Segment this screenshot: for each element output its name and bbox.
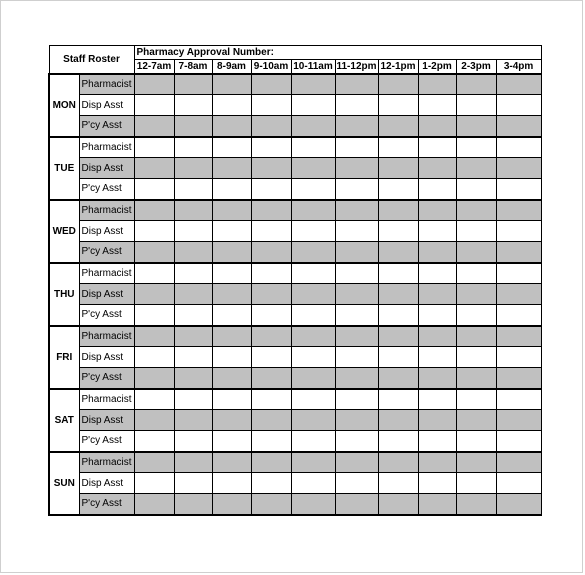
shift-cell[interactable] bbox=[291, 263, 335, 284]
shift-cell[interactable] bbox=[251, 221, 291, 242]
shift-cell[interactable] bbox=[496, 305, 541, 326]
shift-cell[interactable] bbox=[174, 74, 212, 95]
role-label: Pharmacist bbox=[79, 263, 134, 284]
shift-cell[interactable] bbox=[378, 116, 418, 137]
shift-cell[interactable] bbox=[378, 473, 418, 494]
shift-cell[interactable] bbox=[212, 95, 251, 116]
shift-cell[interactable] bbox=[378, 221, 418, 242]
day-label: WED bbox=[49, 200, 79, 263]
roster-row bbox=[49, 221, 541, 242]
shift-cell[interactable] bbox=[134, 452, 174, 473]
shift-cell[interactable] bbox=[291, 431, 335, 452]
role-label: P'cy Asst bbox=[79, 368, 134, 389]
shift-cell[interactable] bbox=[335, 221, 378, 242]
shift-cell[interactable] bbox=[496, 263, 541, 284]
role-label: Disp Asst bbox=[79, 284, 134, 305]
shift-cell[interactable] bbox=[496, 410, 541, 431]
shift-cell[interactable] bbox=[496, 200, 541, 221]
shift-cell[interactable] bbox=[291, 410, 335, 431]
shift-cell[interactable] bbox=[174, 200, 212, 221]
day-label: THU bbox=[49, 263, 79, 326]
hour-header: 1-2pm bbox=[418, 60, 456, 74]
shift-cell[interactable] bbox=[174, 179, 212, 200]
shift-cell[interactable] bbox=[291, 221, 335, 242]
roster-row bbox=[49, 284, 541, 305]
shift-cell[interactable] bbox=[335, 452, 378, 473]
shift-cell[interactable] bbox=[496, 179, 541, 200]
shift-cell[interactable] bbox=[335, 137, 378, 158]
shift-cell[interactable] bbox=[418, 410, 456, 431]
shift-cell[interactable] bbox=[251, 74, 291, 95]
shift-cell[interactable] bbox=[174, 452, 212, 473]
shift-cell[interactable] bbox=[134, 305, 174, 326]
shift-cell[interactable] bbox=[335, 200, 378, 221]
role-label: Disp Asst bbox=[79, 410, 134, 431]
roster-row bbox=[49, 116, 541, 137]
shift-cell[interactable] bbox=[212, 284, 251, 305]
shift-cell[interactable] bbox=[174, 242, 212, 263]
day-label: SAT bbox=[49, 389, 79, 452]
roster-title: Staff Roster bbox=[49, 46, 134, 74]
roster-row bbox=[49, 410, 541, 431]
role-label: Pharmacist bbox=[79, 74, 134, 95]
shift-cell[interactable] bbox=[335, 263, 378, 284]
shift-cell[interactable] bbox=[134, 74, 174, 95]
staff-roster-table bbox=[48, 45, 542, 516]
shift-cell[interactable] bbox=[212, 116, 251, 137]
shift-cell[interactable] bbox=[456, 305, 496, 326]
shift-cell[interactable] bbox=[291, 368, 335, 389]
role-label: Pharmacist bbox=[79, 389, 134, 410]
shift-cell[interactable] bbox=[496, 95, 541, 116]
shift-cell[interactable] bbox=[456, 242, 496, 263]
shift-cell[interactable] bbox=[335, 158, 378, 179]
shift-cell[interactable] bbox=[418, 284, 456, 305]
shift-cell[interactable] bbox=[251, 263, 291, 284]
shift-cell[interactable] bbox=[291, 452, 335, 473]
shift-cell[interactable] bbox=[335, 95, 378, 116]
shift-cell[interactable] bbox=[496, 137, 541, 158]
shift-cell[interactable] bbox=[251, 431, 291, 452]
shift-cell[interactable] bbox=[335, 347, 378, 368]
shift-cell[interactable] bbox=[378, 200, 418, 221]
roster-row bbox=[49, 347, 541, 368]
shift-cell[interactable] bbox=[418, 116, 456, 137]
shift-cell[interactable] bbox=[251, 179, 291, 200]
shift-cell[interactable] bbox=[291, 158, 335, 179]
shift-cell[interactable] bbox=[378, 158, 418, 179]
hour-header: 9-10am bbox=[251, 60, 291, 74]
shift-cell[interactable] bbox=[251, 95, 291, 116]
shift-cell[interactable] bbox=[335, 473, 378, 494]
hour-header: 7-8am bbox=[174, 60, 212, 74]
shift-cell[interactable] bbox=[134, 200, 174, 221]
hour-header: 8-9am bbox=[212, 60, 251, 74]
shift-cell[interactable] bbox=[251, 158, 291, 179]
shift-cell[interactable] bbox=[496, 158, 541, 179]
shift-cell[interactable] bbox=[174, 326, 212, 347]
roster-row bbox=[49, 305, 541, 326]
shift-cell[interactable] bbox=[496, 326, 541, 347]
shift-cell[interactable] bbox=[251, 326, 291, 347]
shift-cell[interactable] bbox=[456, 263, 496, 284]
shift-cell[interactable] bbox=[174, 347, 212, 368]
role-label: Disp Asst bbox=[79, 473, 134, 494]
shift-cell[interactable] bbox=[134, 284, 174, 305]
roster-row bbox=[49, 74, 541, 95]
roster-row bbox=[49, 431, 541, 452]
shift-cell[interactable] bbox=[496, 347, 541, 368]
shift-cell[interactable] bbox=[134, 410, 174, 431]
shift-cell[interactable] bbox=[134, 179, 174, 200]
approval-number-label: Pharmacy Approval Number: bbox=[134, 46, 541, 60]
shift-cell[interactable] bbox=[335, 368, 378, 389]
shift-cell[interactable] bbox=[134, 158, 174, 179]
shift-cell[interactable] bbox=[456, 116, 496, 137]
shift-cell[interactable] bbox=[335, 305, 378, 326]
shift-cell[interactable] bbox=[251, 305, 291, 326]
shift-cell[interactable] bbox=[496, 431, 541, 452]
shift-cell[interactable] bbox=[251, 242, 291, 263]
shift-cell[interactable] bbox=[251, 137, 291, 158]
shift-cell[interactable] bbox=[456, 473, 496, 494]
role-label: P'cy Asst bbox=[79, 305, 134, 326]
hour-header: 2-3pm bbox=[456, 60, 496, 74]
shift-cell[interactable] bbox=[291, 389, 335, 410]
roster-row bbox=[49, 158, 541, 179]
shift-cell[interactable] bbox=[174, 137, 212, 158]
shift-cell[interactable] bbox=[378, 431, 418, 452]
roster-row bbox=[49, 242, 541, 263]
shift-cell[interactable] bbox=[418, 494, 456, 515]
shift-cell[interactable] bbox=[418, 347, 456, 368]
shift-cell[interactable] bbox=[134, 263, 174, 284]
shift-cell[interactable] bbox=[212, 158, 251, 179]
shift-cell[interactable] bbox=[418, 74, 456, 95]
shift-cell[interactable] bbox=[291, 116, 335, 137]
shift-cell[interactable] bbox=[456, 74, 496, 95]
shift-cell[interactable] bbox=[251, 368, 291, 389]
shift-cell[interactable] bbox=[418, 326, 456, 347]
shift-cell[interactable] bbox=[134, 326, 174, 347]
shift-cell[interactable] bbox=[212, 221, 251, 242]
shift-cell[interactable] bbox=[496, 74, 541, 95]
shift-cell[interactable] bbox=[418, 305, 456, 326]
shift-cell[interactable] bbox=[456, 137, 496, 158]
shift-cell[interactable] bbox=[251, 410, 291, 431]
shift-cell[interactable] bbox=[291, 473, 335, 494]
role-label: P'cy Asst bbox=[79, 431, 134, 452]
shift-cell[interactable] bbox=[291, 305, 335, 326]
shift-cell[interactable] bbox=[378, 494, 418, 515]
roster-row bbox=[49, 452, 541, 473]
shift-cell[interactable] bbox=[378, 137, 418, 158]
shift-cell[interactable] bbox=[291, 326, 335, 347]
shift-cell[interactable] bbox=[174, 284, 212, 305]
shift-cell[interactable] bbox=[212, 368, 251, 389]
shift-cell[interactable] bbox=[291, 347, 335, 368]
shift-cell[interactable] bbox=[456, 431, 496, 452]
role-label: Disp Asst bbox=[79, 347, 134, 368]
shift-cell[interactable] bbox=[251, 494, 291, 515]
shift-cell[interactable] bbox=[174, 389, 212, 410]
shift-cell[interactable] bbox=[251, 200, 291, 221]
shift-cell[interactable] bbox=[378, 95, 418, 116]
shift-cell[interactable] bbox=[418, 263, 456, 284]
role-label: Disp Asst bbox=[79, 221, 134, 242]
shift-cell[interactable] bbox=[291, 95, 335, 116]
shift-cell[interactable] bbox=[456, 347, 496, 368]
shift-cell[interactable] bbox=[456, 494, 496, 515]
day-label: FRI bbox=[49, 326, 79, 389]
shift-cell[interactable] bbox=[335, 116, 378, 137]
shift-cell[interactable] bbox=[174, 221, 212, 242]
shift-cell[interactable] bbox=[496, 452, 541, 473]
shift-cell[interactable] bbox=[456, 368, 496, 389]
shift-cell[interactable] bbox=[212, 242, 251, 263]
roster-row bbox=[49, 368, 541, 389]
shift-cell[interactable] bbox=[212, 200, 251, 221]
shift-cell[interactable] bbox=[134, 242, 174, 263]
shift-cell[interactable] bbox=[378, 305, 418, 326]
shift-cell[interactable] bbox=[378, 452, 418, 473]
shift-cell[interactable] bbox=[251, 116, 291, 137]
shift-cell[interactable] bbox=[456, 221, 496, 242]
roster-row bbox=[49, 494, 541, 515]
shift-cell[interactable] bbox=[456, 179, 496, 200]
shift-cell[interactable] bbox=[291, 137, 335, 158]
shift-cell[interactable] bbox=[134, 116, 174, 137]
shift-cell[interactable] bbox=[212, 305, 251, 326]
roster-row bbox=[49, 179, 541, 200]
role-label: Pharmacist bbox=[79, 200, 134, 221]
shift-cell[interactable] bbox=[212, 389, 251, 410]
shift-cell[interactable] bbox=[251, 452, 291, 473]
shift-cell[interactable] bbox=[456, 95, 496, 116]
roster-body bbox=[49, 46, 541, 515]
roster-row bbox=[49, 263, 541, 284]
shift-cell[interactable] bbox=[291, 494, 335, 515]
shift-cell[interactable] bbox=[335, 326, 378, 347]
shift-cell[interactable] bbox=[378, 368, 418, 389]
shift-cell[interactable] bbox=[134, 347, 174, 368]
shift-cell[interactable] bbox=[335, 431, 378, 452]
shift-cell[interactable] bbox=[335, 179, 378, 200]
shift-cell[interactable] bbox=[378, 179, 418, 200]
shift-cell[interactable] bbox=[418, 137, 456, 158]
shift-cell[interactable] bbox=[418, 431, 456, 452]
role-label: Disp Asst bbox=[79, 95, 134, 116]
roster-row bbox=[49, 137, 541, 158]
roster-row bbox=[49, 326, 541, 347]
shift-cell[interactable] bbox=[212, 347, 251, 368]
shift-cell[interactable] bbox=[212, 263, 251, 284]
hour-header: 12-1pm bbox=[378, 60, 418, 74]
role-label: Pharmacist bbox=[79, 137, 134, 158]
hour-header: 3-4pm bbox=[496, 60, 541, 74]
shift-cell[interactable] bbox=[174, 305, 212, 326]
shift-cell[interactable] bbox=[335, 242, 378, 263]
roster-row bbox=[49, 95, 541, 116]
day-label: SUN bbox=[49, 452, 79, 515]
header-row-approval bbox=[49, 46, 541, 60]
shift-cell[interactable] bbox=[134, 431, 174, 452]
shift-cell[interactable] bbox=[291, 179, 335, 200]
shift-cell[interactable] bbox=[134, 137, 174, 158]
shift-cell[interactable] bbox=[134, 473, 174, 494]
shift-cell[interactable] bbox=[496, 494, 541, 515]
shift-cell[interactable] bbox=[212, 74, 251, 95]
shift-cell[interactable] bbox=[456, 389, 496, 410]
shift-cell[interactable] bbox=[134, 389, 174, 410]
shift-cell[interactable] bbox=[418, 200, 456, 221]
shift-cell[interactable] bbox=[174, 410, 212, 431]
shift-cell[interactable] bbox=[378, 347, 418, 368]
role-label: Pharmacist bbox=[79, 452, 134, 473]
shift-cell[interactable] bbox=[418, 158, 456, 179]
hour-header: 11-12pm bbox=[336, 60, 377, 72]
shift-cell[interactable] bbox=[134, 494, 174, 515]
shift-cell[interactable] bbox=[174, 368, 212, 389]
shift-cell[interactable] bbox=[378, 326, 418, 347]
role-label: Pharmacist bbox=[79, 326, 134, 347]
shift-cell[interactable] bbox=[456, 200, 496, 221]
hour-header: 10-11am bbox=[291, 60, 335, 74]
shift-cell[interactable] bbox=[335, 284, 378, 305]
shift-cell[interactable] bbox=[456, 284, 496, 305]
shift-cell[interactable] bbox=[212, 452, 251, 473]
shift-cell[interactable] bbox=[335, 410, 378, 431]
shift-cell[interactable] bbox=[134, 368, 174, 389]
shift-cell[interactable] bbox=[378, 242, 418, 263]
shift-cell[interactable] bbox=[291, 242, 335, 263]
shift-cell[interactable] bbox=[456, 326, 496, 347]
shift-cell[interactable] bbox=[212, 179, 251, 200]
shift-cell[interactable] bbox=[174, 473, 212, 494]
shift-cell[interactable] bbox=[212, 137, 251, 158]
shift-cell[interactable] bbox=[496, 116, 541, 137]
shift-cell[interactable] bbox=[418, 242, 456, 263]
shift-cell[interactable] bbox=[418, 473, 456, 494]
shift-cell[interactable] bbox=[418, 179, 456, 200]
shift-cell[interactable] bbox=[335, 494, 378, 515]
shift-cell[interactable] bbox=[174, 158, 212, 179]
shift-cell[interactable] bbox=[134, 221, 174, 242]
shift-cell[interactable] bbox=[174, 95, 212, 116]
shift-cell[interactable] bbox=[378, 410, 418, 431]
shift-cell[interactable] bbox=[496, 473, 541, 494]
shift-cell[interactable] bbox=[251, 284, 291, 305]
shift-cell[interactable] bbox=[418, 368, 456, 389]
role-label: P'cy Asst bbox=[79, 494, 134, 515]
role-label: Disp Asst bbox=[79, 158, 134, 179]
shift-cell[interactable] bbox=[174, 431, 212, 452]
shift-cell[interactable] bbox=[335, 74, 378, 95]
shift-cell[interactable] bbox=[291, 200, 335, 221]
shift-cell[interactable] bbox=[378, 389, 418, 410]
role-label: P'cy Asst bbox=[79, 179, 134, 200]
roster-row bbox=[49, 473, 541, 494]
shift-cell[interactable] bbox=[212, 494, 251, 515]
shift-cell[interactable] bbox=[496, 368, 541, 389]
shift-cell[interactable] bbox=[291, 284, 335, 305]
shift-cell[interactable] bbox=[212, 473, 251, 494]
day-label: TUE bbox=[49, 137, 79, 200]
shift-cell[interactable] bbox=[212, 410, 251, 431]
role-label: P'cy Asst bbox=[79, 116, 134, 137]
shift-cell[interactable] bbox=[335, 389, 378, 410]
shift-cell[interactable] bbox=[418, 389, 456, 410]
shift-cell[interactable] bbox=[496, 242, 541, 263]
shift-cell[interactable] bbox=[174, 494, 212, 515]
shift-cell[interactable] bbox=[378, 263, 418, 284]
shift-cell[interactable] bbox=[418, 221, 456, 242]
day-label: MON bbox=[49, 74, 79, 137]
shift-cell[interactable] bbox=[174, 263, 212, 284]
shift-cell[interactable] bbox=[418, 452, 456, 473]
shift-cell[interactable] bbox=[496, 389, 541, 410]
role-label: P'cy Asst bbox=[79, 242, 134, 263]
shift-cell[interactable] bbox=[456, 410, 496, 431]
shift-cell[interactable] bbox=[378, 284, 418, 305]
hour-header: 12-7am bbox=[134, 60, 174, 74]
shift-cell[interactable] bbox=[174, 116, 212, 137]
shift-cell[interactable] bbox=[212, 326, 251, 347]
shift-cell[interactable] bbox=[251, 473, 291, 494]
shift-cell[interactable] bbox=[134, 95, 174, 116]
shift-cell[interactable] bbox=[378, 74, 418, 95]
shift-cell[interactable] bbox=[456, 158, 496, 179]
shift-cell[interactable] bbox=[251, 389, 291, 410]
shift-cell[interactable] bbox=[456, 452, 496, 473]
roster-row bbox=[49, 200, 541, 221]
shift-cell[interactable] bbox=[496, 221, 541, 242]
shift-cell[interactable] bbox=[251, 347, 291, 368]
shift-cell[interactable] bbox=[496, 284, 541, 305]
shift-cell[interactable] bbox=[418, 95, 456, 116]
shift-cell[interactable] bbox=[212, 431, 251, 452]
roster-row bbox=[49, 389, 541, 410]
shift-cell[interactable] bbox=[291, 74, 335, 95]
